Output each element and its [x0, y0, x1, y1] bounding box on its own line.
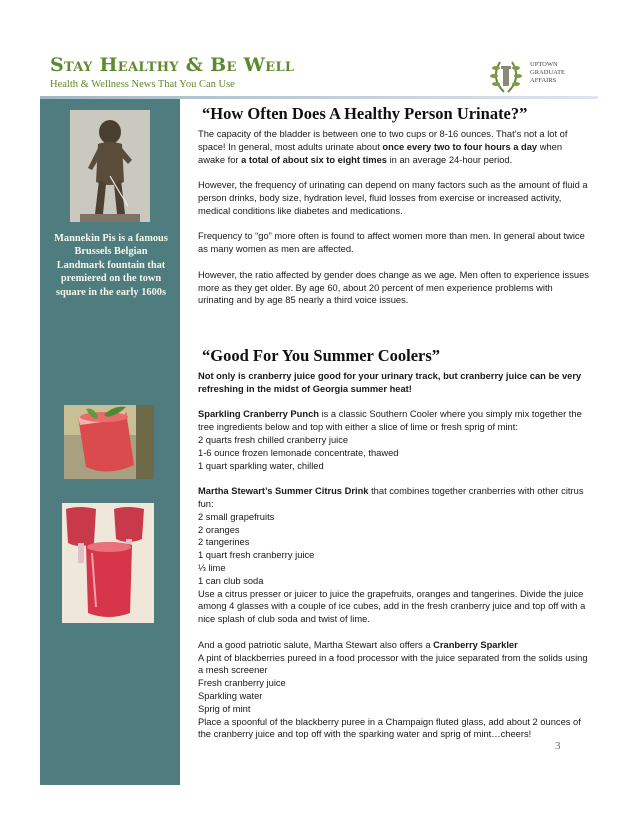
instructions: Place a spoonful of the blackberry puree in a Champaign fluted glass, add about 2 ounces of the cranberry juice and top off with the sparking water and sprig of mint…cheers!	[198, 716, 581, 740]
ingredient: 1 quart fresh cranberry juice	[198, 550, 315, 561]
cranberry-punch-photo	[64, 405, 154, 479]
sidebar-caption: Mannekin Pis is a famous Brussels Belgian Landmark fountain that premiered on the town square in the early 1600s	[54, 233, 168, 298]
ingredient: ⅓ lime	[198, 562, 226, 573]
ingredient: Sprig of mint	[198, 703, 251, 714]
article-summer-coolers	[198, 346, 590, 741]
ingredient: 2 oranges	[198, 524, 240, 535]
ingredient: A pint of blackberries pureed in a food processor with the juice separated from the solids using a mesh screener	[198, 652, 588, 676]
recipe-name: Sparkling Cranberry Punch	[198, 409, 319, 420]
ingredient: 1 can club soda	[198, 575, 264, 586]
paragraph: However, the ratio affected by gender does change as we age. Men often to experience issues more as they get older. By age 60, about 20 percent of men experience problems with urinating and by age 85 nearly a third voice issues.	[198, 269, 589, 306]
recipe-name: Cranberry Sparkler	[433, 639, 518, 650]
recipe-sparkler: And a good patriotic salute, Martha Stewart also offers a Cranberry Sparkler	[198, 639, 518, 650]
recipe-name: Martha Stewart’s Summer Citrus Drink	[198, 486, 369, 497]
ingredient: 2 tangerines	[198, 537, 250, 548]
article-title: “How Often Does A Healthy Person Urinate?”	[202, 104, 528, 123]
ingredient: 2 quarts fresh chilled cranberry juice	[198, 434, 349, 445]
ingredient: 2 small grapefruits	[198, 511, 275, 522]
emphasis: a total of about six to eight times	[241, 154, 387, 165]
paragraph: The capacity of the bladder is between one to two cups or 8-16 ounces. That’s not a lot of space! In general, most adults urinate about once every two to four hours a day when awake for a total of about six to eight times in an average 24-hour period.	[198, 129, 568, 165]
ingredient: 1 quart sparkling water, chilled	[198, 460, 324, 471]
paragraph: Frequency to “go” more often is found to affect women more than men. In general about twice as many women as men are affected.	[198, 231, 585, 255]
logo-wordmark: UPTOWN GRADUATE AFFAIRS	[530, 61, 566, 84]
mannekin-pis-photo	[70, 110, 150, 222]
article-title: “Good For You Summer Coolers”	[202, 346, 441, 365]
newsletter-title: Stay Healthy & Be Well	[50, 54, 295, 76]
ingredient: Sparkling water	[198, 690, 263, 701]
page-number: 3	[555, 740, 561, 752]
intro-paragraph: Not only is cranberry juice good for your urinary track, but cranberry juice can be very refreshing in the midst of Georgia summer heat!	[198, 371, 582, 394]
instructions: Use a citrus presser or juicer to juice the grapefruits, oranges and tangerines. Divide the juice among 4 glasses with a couple of ice cubes, add in the fresh cranberry juice and top off with a nice splash of club soda and twist of lime.	[198, 588, 586, 625]
recipe-punch: Sparkling Cranberry Punch is a classic Southern Cooler where you simply mix together the tree ingredients below and top with either a slice of lime or fresh sprig of mint:	[198, 409, 582, 433]
ingredient: 1-6 ounce frozen lemonade concentrate, thawed	[198, 447, 399, 458]
paragraph: However, the frequency of urinating can depend on many factors such as the amount of fluid a person drinks, body size, hydration level, fluid losses from exercise or increased activity, medical conditions like diabetes and medications.	[198, 180, 588, 216]
recipe-citrus: Martha Stewart’s Summer Citrus Drink that combines together cranberries with other citrus fun:	[198, 486, 584, 509]
emphasis: once every two to four hours a day	[382, 141, 538, 152]
article-how-often	[198, 104, 590, 307]
ingredient: Fresh cranberry juice	[198, 678, 286, 689]
citrus-drink-photo	[62, 503, 154, 623]
newsletter-subtitle: Health & Wellness News That You Can Use	[50, 79, 235, 90]
